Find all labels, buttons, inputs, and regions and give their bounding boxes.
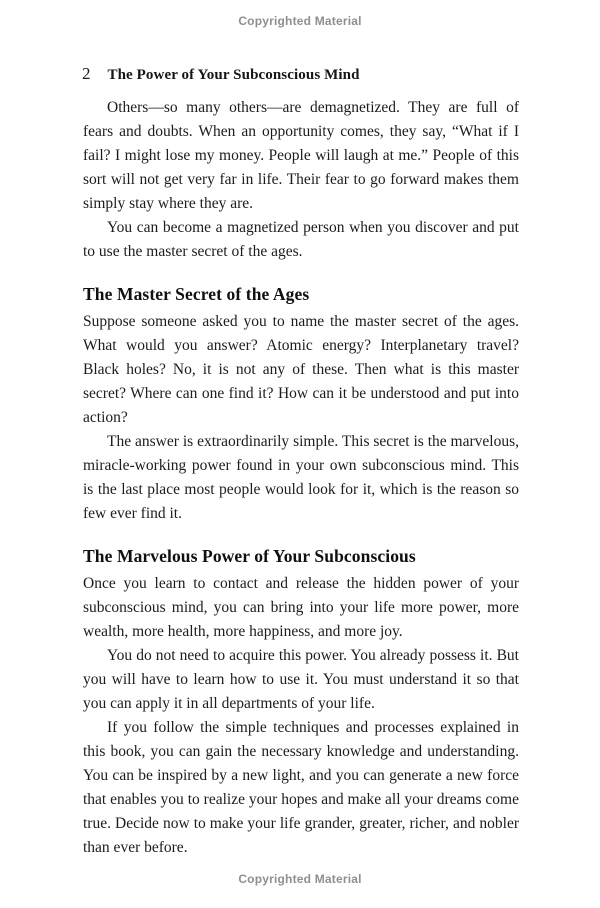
page-number: 2 (82, 64, 91, 83)
body-paragraph: Suppose someone asked you to name the master secret of the ages. What would you answer? Atomic energy? Interplanetary travel? Black holes? No, it is not any of these. Then what is this master secret? Where can one find it? How can it be understood and put into action? (83, 313, 519, 426)
section-heading: The Master Secret of the Ages (83, 284, 310, 304)
copyright-notice-bottom: Copyrighted Material (238, 872, 362, 886)
body-paragraph: Others—so many others—are demagnetized. They are full of fears and doubts. When an opportunity comes, they say, “What if I fail? I might lose my money. People will laugh at me.” People of this sort will not get very far in life. Their fear to go forward makes them simply stay where they are. (83, 99, 519, 212)
body-paragraph: Once you learn to contact and release the hidden power of your subconscious mind, you can bring into your life more power, more wealth, more health, more happiness, and more joy. (83, 575, 519, 640)
body-paragraph: The answer is extraordinarily simple. This secret is the marvelous, miracle-working power found in your own subconscious mind. This is the last place most people would look for it, which is the reason so few ever find it. (83, 433, 519, 522)
copyright-notice-top: Copyrighted Material (238, 14, 362, 28)
running-header-title: The Power of Your Subconscious Mind (107, 67, 360, 83)
body-paragraph: You do not need to acquire this power. You already possess it. But you will have to learn how to use it. You must understand it so that you can apply it in all departments of your life. (83, 647, 519, 712)
body-paragraph: If you follow the simple techniques and processes explained in this book, you can gain the necessary knowledge and understanding. You can be inspired by a new light, and you can generate a new force that enables you to realize your hopes and make all your dreams come true. Decide now to make your life grander, greater, richer, and nobler than ever before. (83, 719, 519, 856)
running-header (82, 64, 518, 84)
text-column (83, 96, 519, 860)
body-paragraph: You can become a magnetized person when you discover and put to use the master secret of the ages. (83, 219, 519, 260)
section-heading: The Marvelous Power of Your Subconscious (83, 546, 416, 566)
